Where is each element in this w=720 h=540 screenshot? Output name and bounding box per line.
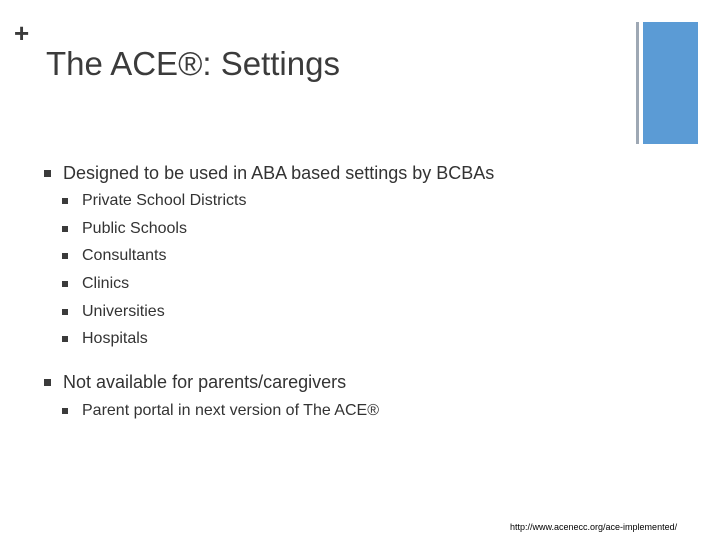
source-url[interactable]: http://www.acenecc.org/ace-implemented/ <box>510 522 678 532</box>
sub-bullet-text: Universities <box>82 303 165 320</box>
plus-mark: + <box>14 18 30 48</box>
square-bullet-icon <box>62 336 68 342</box>
decorative-gray-bar <box>636 22 639 144</box>
bullet-text: Designed to be used in ABA based settings by BCBAs <box>63 163 495 183</box>
sub-bullet-text: Consultants <box>82 247 167 264</box>
square-bullet-icon <box>62 253 68 259</box>
bullet-text: Not available for parents/caregivers <box>63 372 347 392</box>
square-bullet-icon <box>62 408 68 414</box>
sub-bullet-text: Public Schools <box>82 220 187 237</box>
sub-bullet-text: Clinics <box>82 275 130 292</box>
square-bullet-icon <box>44 379 51 386</box>
sub-bullet-text: Hospitals <box>82 330 148 347</box>
decorative-blue-bar <box>643 22 698 144</box>
sub-bullet-text: Private School Districts <box>82 192 247 209</box>
square-bullet-icon <box>62 281 68 287</box>
square-bullet-icon <box>62 309 68 315</box>
sub-bullet-text: Parent portal in next version of The ACE® <box>82 402 379 419</box>
slide-title: The ACE®: Settings <box>46 45 340 82</box>
square-bullet-icon <box>62 198 68 204</box>
square-bullet-icon <box>62 226 68 232</box>
square-bullet-icon <box>44 170 51 177</box>
